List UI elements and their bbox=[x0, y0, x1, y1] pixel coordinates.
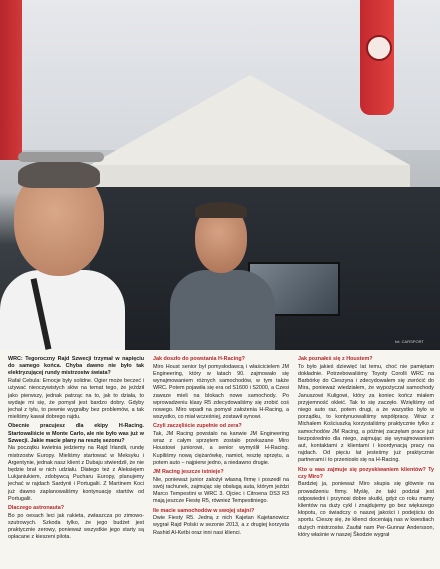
article-text bbox=[8, 356, 434, 569]
person-right-hair bbox=[195, 202, 247, 218]
question: Kto u was zajmuje się pozyskiwaniem klientów? Ty czy Miro? bbox=[298, 466, 434, 480]
question: Czyli zaczęliście zupełnie od zera? bbox=[153, 423, 242, 430]
column-2 bbox=[153, 356, 289, 569]
flag-left bbox=[0, 0, 22, 160]
qa-block bbox=[153, 469, 289, 506]
question: Ile macie samochodów w swojej stajni? bbox=[153, 507, 255, 514]
question: JM Racing jeszcze istnieje? bbox=[153, 469, 224, 476]
person-right-body bbox=[170, 270, 275, 350]
qa-block bbox=[298, 356, 434, 465]
photo-credit: fot. CARSPORT bbox=[395, 339, 424, 344]
column-1 bbox=[8, 356, 144, 569]
answer: Bardziej ja, ponieważ Miro skupia się głównie na prowadzeniu firmy. Myślę, że taki podział jest odpowiedni i przynosi dobre skutki, gdyż co roku mamy klientów na duży cykl i znajdujemy go bez większego kłopotu, co świadczy o naszej jakości i podejściu do sportu. Cieszę się, że klienci doceniają nas w kwestiach dużych mistrzostw. Zaufał nam Per-Gunnar Andersson, który właśnie w naszej Škodzie wygrał bbox=[298, 481, 434, 538]
answer: Dwie Fiesty R5. Jedną z nich Kajetan Kajetanowicz wygrał Rajd Polski w sezonie 2013, a z drugiej korzysta Rashid Al-Ketbi oraz inni nasi klienci. bbox=[153, 515, 289, 536]
answer: Tak, JM Racing powstało na kanwie JM Engineering wraz z całym sprzętem zostało przekazane Miro Houstowi juniorowi, a senior wymyślił H-Racing. Kupiliśmy nową ciężarówkę, namiot, resztę sprzętu, a potem auto – najpierw jedno, a niedawno drugie. bbox=[153, 431, 289, 466]
qa-block bbox=[8, 505, 144, 542]
person-left-hair bbox=[18, 160, 100, 188]
column-3 bbox=[298, 356, 434, 569]
answer: Miro Houst senior był pomysłodawcą i właścicielem JM Engineering, który w latach 90. zajmowało się wynajmowaniem różnych samochodów, w tym także WRC. Potem pojawiła się era od S1600 i S2000, a Czesi zawsze mieli na blokach nowe samochody. Po wprowadzeniu klasy R5 zdecydowaliśmy się zrobić coś nowego. Miro wpadł na pomysł założenia H-Racing, a wszystko, co miał wcześniej, zostawił synowi. bbox=[153, 363, 289, 421]
question: WRC: Tegoroczny Rajd Szwecji trzymał w napięciu do samego końca. Chyba dawno nie było tak elektryzującej rundy mistrzostw świata? bbox=[8, 356, 144, 377]
answer: Bo po oesach leci jak rakieta, zwłaszcza po zimowo-szutrowych. Szkoda tylko, że jego budżet jest praktycznie zerowy, ponieważ wszystkie jego starty są opłacane z kieszeni pilota. bbox=[8, 512, 144, 541]
sunglasses-icon bbox=[18, 152, 104, 162]
answer: To było jakieś dziewięć lat temu, choć nie pamiętam dokładnie. Potrzebowaliśmy Toyoty Corolli WRC na Barbórkę do Cieszyna i zdecydowałem się zwrócić do Mira, ponieważ wiedziałem, że wypożyczał samochody Januszowi Kuligowi, który za koniec kończ miałem przyjemność okleić. Tak to się zaczęło. Wzięliśmy od niego auto raz, potem drugi, a że wszystko było w porządku, to kontynuowaliśmy współpracę. Wraz z Michałem Kościuszką korzystaliśmy praktycznie tylko z samochodów JM Racing, a później zaczęłam prace już bezpośrednio dla niego, zajmując się wynajmowaniem aut, kontaktami z klientami i koordynacją pracy na rajdach. Od pięciu lat jesteśmy już praktycznie partnerami i to przeniosło się na H-Racing. bbox=[298, 363, 434, 464]
question: Dlaczego astronauta? bbox=[8, 505, 65, 512]
answer: Na początku kwietnia jedziemy na Rajd Irlandii, rundę mistrzostw Europy. Mieliśmy startować w Meksyku i Argentynie, jednak nasz klient z Dubaju stwierdził, że nie będzie brał w nich udziału. Dlatego też z Aleksiejem Lukjaniukiem, zdobywcą Pucharu Europy, planujemy jechać w rajdach Sardynii i Portugalii. Z Martinem Koci już dawno zaplanowaliśmy kontynuację startów od Portugalii. bbox=[8, 445, 144, 502]
question: Jak doszło do powstania H-Racing? bbox=[153, 356, 245, 362]
qa-block bbox=[153, 356, 289, 421]
question: Obecnie pracujesz dla ekipy H-Racing. Startowaliście w Monte Carlo, ale nie było was już w Szwecji. Jakie macie plany na resztę sezonu? bbox=[8, 423, 144, 444]
qa-block bbox=[298, 467, 434, 540]
person-left-body bbox=[0, 270, 125, 350]
answer: Nie, ponieważ junior założył własną firmę i poszedł na swój rachunek, zajmując się obsługą auta, którym jeździ Marco Tempestini w WRC 3. Ojciec i Citroena DS3 R3 mają jeszcze Fiestę R5, również Tempestiniego. bbox=[153, 476, 289, 505]
qa-block bbox=[153, 508, 289, 537]
qa-block bbox=[8, 423, 144, 503]
tent-band bbox=[90, 165, 410, 189]
qa-block bbox=[153, 423, 289, 467]
question: Jak poznałeś się z Houstem? bbox=[298, 356, 373, 362]
qa-block bbox=[8, 356, 144, 421]
flag-logo-icon bbox=[366, 35, 392, 61]
answer: Rafał Cebula: Emocje były solidne. Ogier może beczeć i używać nieoczywistych słów na temat tego, że jeździł jako pierwszy, jednak patrząc na to, jak to działa, to wydaje mi się, że pomysł jest bardzo dobry. Gdyby jechał z tyłu, to pewnie wygrałby bez problemów, a tak mieliśmy kawał dobrego rajdu. bbox=[8, 378, 144, 421]
